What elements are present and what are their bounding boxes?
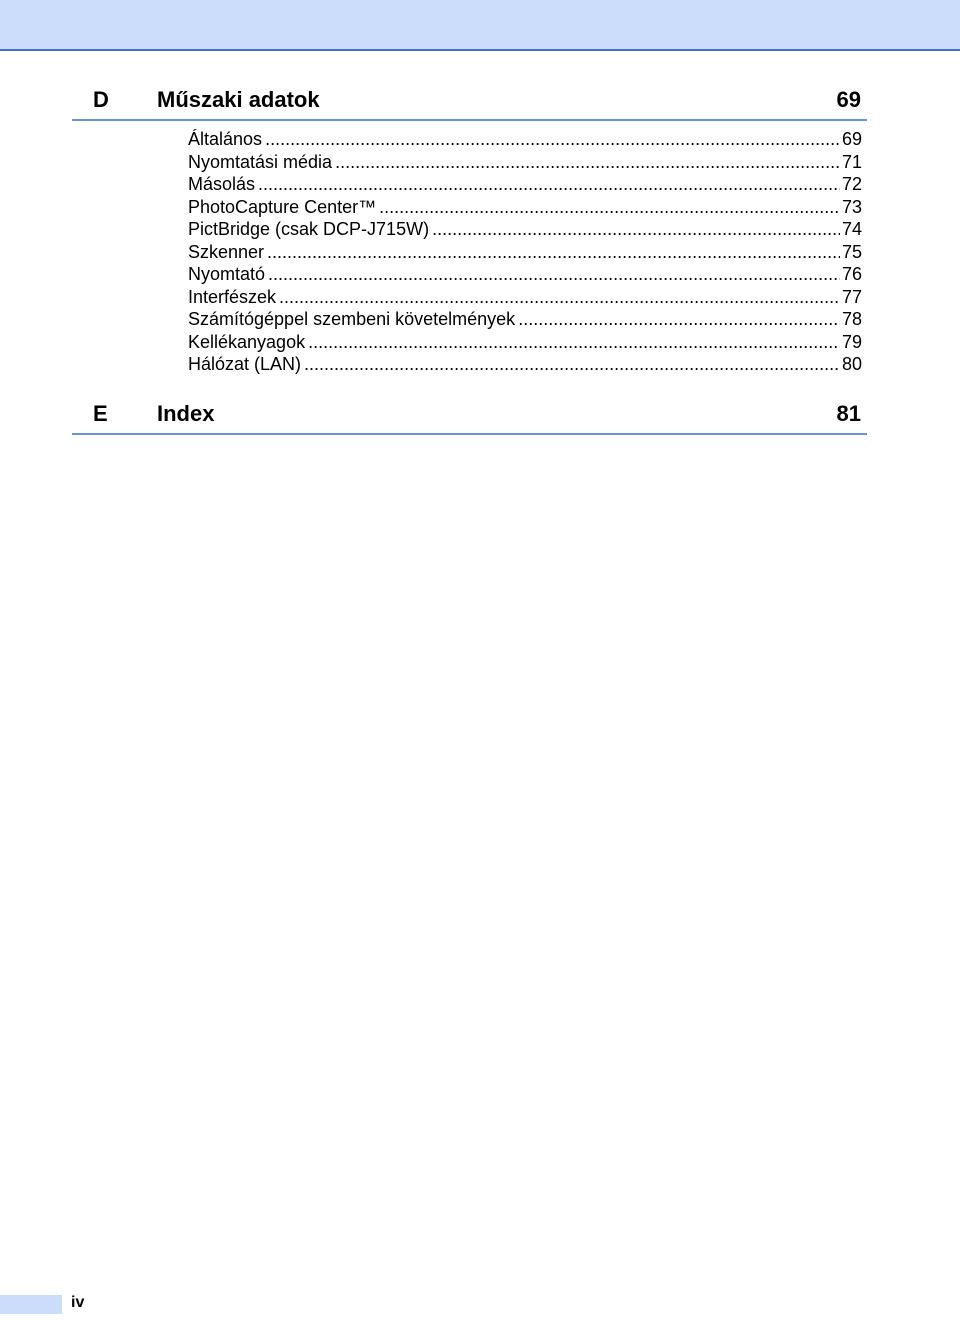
section-page-number: 81 xyxy=(836,401,861,426)
toc-leader-dots xyxy=(265,128,840,151)
toc-entry-title: Hálózat (LAN) xyxy=(188,354,302,374)
toc-entry[interactable] xyxy=(188,151,862,174)
section-title: Index xyxy=(157,401,215,426)
toc-entry-page: 72 xyxy=(841,174,862,194)
section-page-number: 69 xyxy=(836,87,861,112)
toc-entry[interactable] xyxy=(188,173,862,196)
toc-leader-dots xyxy=(258,173,840,196)
section-header-e[interactable] xyxy=(72,395,867,435)
toc-entry[interactable] xyxy=(188,218,862,241)
toc-entry-title: PictBridge (csak DCP-J715W) xyxy=(188,219,430,239)
toc-entry-page: 69 xyxy=(841,129,862,149)
footer-page-number: iv xyxy=(71,1294,85,1311)
toc-entry-page: 76 xyxy=(841,264,862,284)
toc-entry-page: 80 xyxy=(841,354,862,374)
toc-entry[interactable] xyxy=(188,353,862,376)
toc-leader-dots xyxy=(518,308,840,331)
toc-entry[interactable] xyxy=(188,331,862,354)
header-band xyxy=(0,0,960,51)
toc-entry-page: 79 xyxy=(841,331,862,352)
toc-leader-dots xyxy=(267,241,840,264)
toc-entry-page: 74 xyxy=(841,219,862,239)
toc-entry[interactable] xyxy=(188,263,862,286)
toc-entry[interactable] xyxy=(188,241,862,264)
toc-entry[interactable] xyxy=(188,286,862,309)
toc-entry-title: Interfészek xyxy=(188,286,277,307)
toc-leader-dots xyxy=(304,353,840,376)
toc-entry-title: Kellékanyagok xyxy=(188,331,306,352)
section-title: Műszaki adatok xyxy=(157,87,320,112)
section-header-d[interactable] xyxy=(72,81,867,121)
toc-leader-dots xyxy=(308,331,840,354)
toc-entry-title: Számítógéppel szembeni követelmények xyxy=(188,309,516,329)
toc-entry-title: Szkenner xyxy=(188,241,265,262)
toc-entry-page: 77 xyxy=(841,286,862,307)
toc-entry[interactable] xyxy=(188,128,862,151)
toc-entry-page: 78 xyxy=(841,309,862,329)
toc-leader-dots xyxy=(432,218,840,241)
toc-entry[interactable] xyxy=(188,196,862,219)
toc-entry[interactable] xyxy=(188,308,862,331)
section-letter: E xyxy=(93,401,108,426)
footer-band xyxy=(0,1295,62,1314)
toc-entry-title: PhotoCapture Center™ xyxy=(188,196,377,217)
toc-entry-title: Nyomtató xyxy=(188,264,266,284)
toc-entry-title: Másolás xyxy=(188,174,256,194)
toc-leader-dots xyxy=(268,263,840,286)
toc-entry-list xyxy=(188,128,862,376)
toc-entry-title: Általános xyxy=(188,129,263,149)
toc-leader-dots xyxy=(335,151,840,174)
toc-entry-page: 73 xyxy=(841,196,862,217)
toc-entry-page: 71 xyxy=(841,151,862,172)
toc-leader-dots xyxy=(279,286,840,309)
toc-entry-title: Nyomtatási média xyxy=(188,151,333,172)
toc-leader-dots xyxy=(379,196,840,219)
section-letter: D xyxy=(93,87,109,112)
toc-entry-page: 75 xyxy=(841,241,862,262)
